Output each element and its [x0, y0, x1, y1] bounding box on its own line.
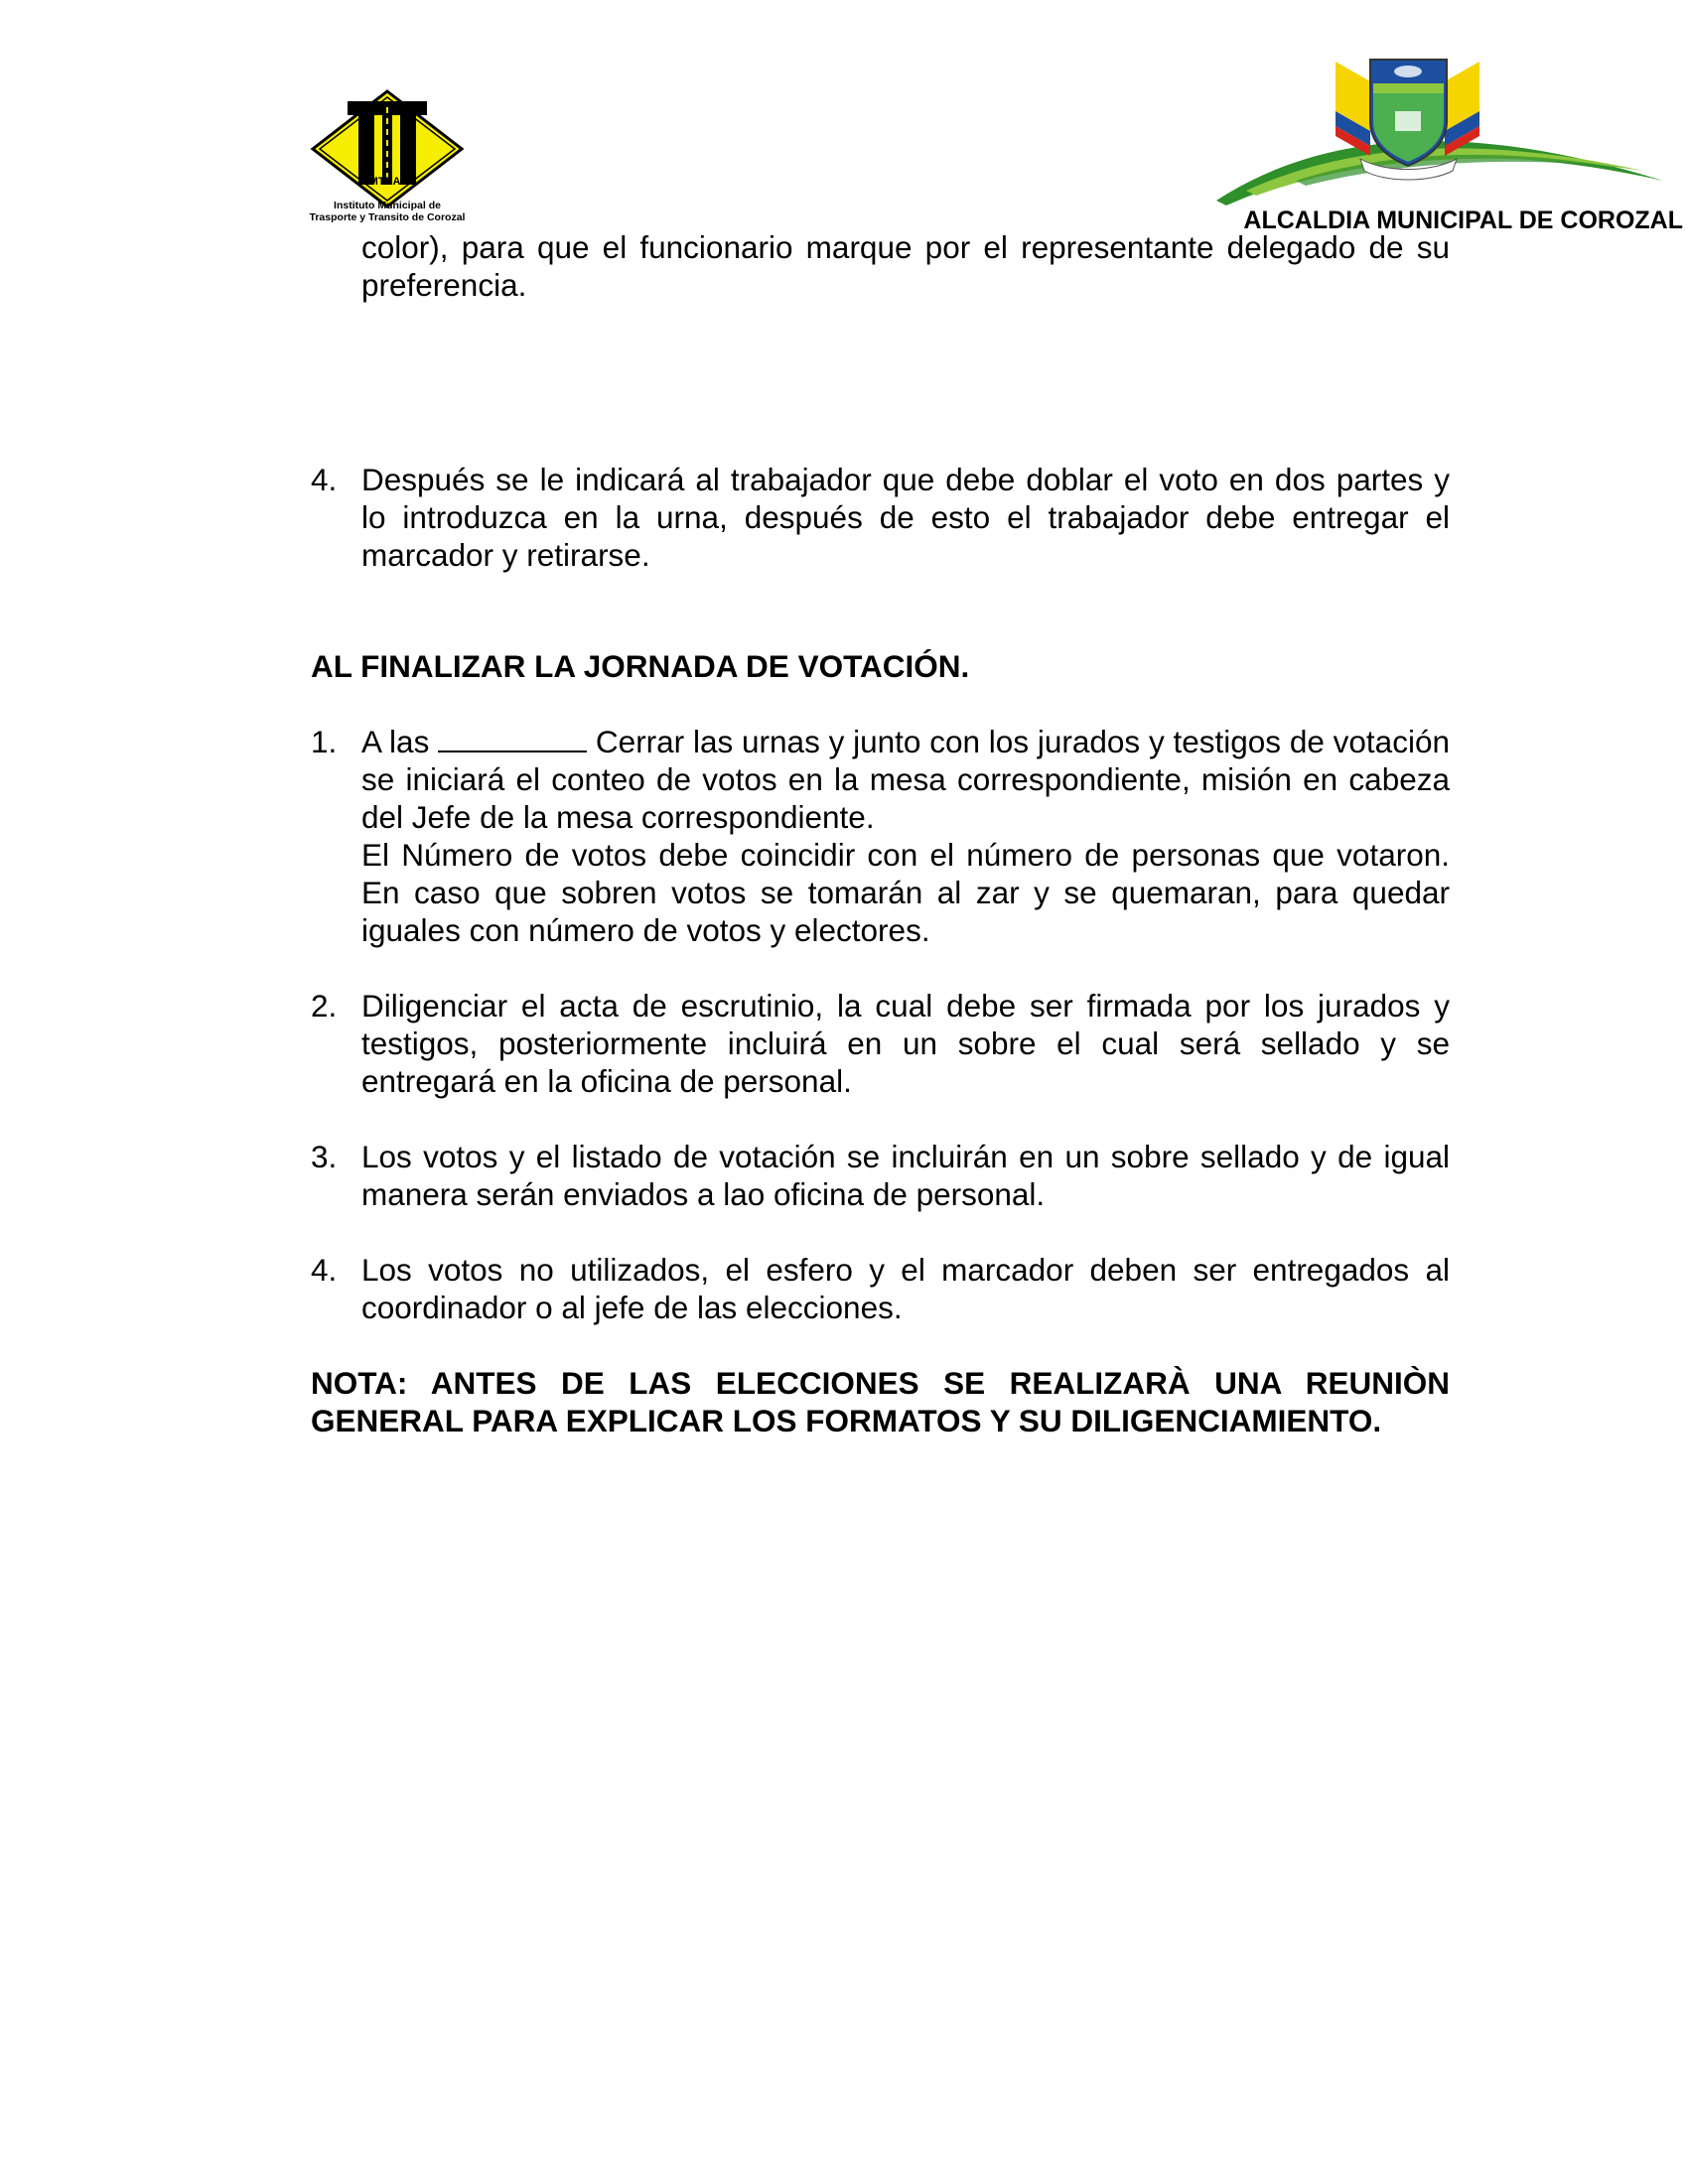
list-item-text: Cerrar las urnas y junto con los jurados y testigos de votación se iniciará el conteo de votos en la mesa correspondiente, misión en cabeza del Jefe de la mesa correspondiente. [361, 724, 1450, 835]
list-item [311, 987, 1450, 1106]
list-item [311, 723, 1450, 951]
imtrac-caption-line2: Trasporte y Transito de Corozal [309, 211, 466, 223]
list-item-number: 4. [311, 462, 338, 497]
imtrac-emblem-icon [303, 87, 516, 231]
section-heading: AL FINALIZAR LA JORNADA DE VOTACIÓN. [311, 648, 970, 684]
list-item-number: 3. [311, 1139, 338, 1174]
list-item-number: 4. [311, 1252, 338, 1288]
alcaldia-emblem-icon [1187, 42, 1683, 235]
nota-paragraph: NOTA: ANTES DE LAS ELECCIONES SE REALIZARÀ UNA REUNIÒN GENERAL PARA EXPLICAR LOS FORMATOS Y SU DILIGENCIAMIENTO. [311, 1365, 1450, 1438]
list-item [311, 1138, 1450, 1217]
list-item-text: Los votos no utilizados, el esfero y el marcador deben ser entregados al coordinador o al jefe de las elecciones. [361, 1252, 1450, 1325]
imtrac-caption-line1: Instituto Municipal de [334, 200, 441, 211]
list-item-text: Los votos y el listado de votación se incluirán en un sobre sellado y de igual manera serán enviados a lao oficina de personal. [361, 1139, 1450, 1212]
fill-in-blank [438, 727, 587, 752]
list-item-number: 1. [311, 724, 338, 759]
list-item [311, 1251, 1450, 1330]
list-item-text: El Número de votos debe coincidir con el número de personas que votaron. En caso que sobren votos se tomarán al zar y se quemaran, para quedar iguales con número de votos y electores. [361, 837, 1450, 948]
continuation-paragraph: color), para que el funcionario marque por el representante delegado de su preferencia. [361, 229, 1450, 303]
imtrac-acronym: IMTRAC [365, 176, 409, 188]
alcaldia-logo [1187, 42, 1683, 235]
list-item-number: 2. [311, 988, 338, 1024]
alcaldia-name: ALCALDIA MUNICIPAL DE COROZAL [1243, 206, 1683, 234]
list-item-text: Diligenciar el acta de escrutinio, la cual debe ser firmada por los jurados y testigos, posteriormente incluirá en un sobre el cual será sellado y se entregará en la oficina de personal. [361, 988, 1450, 1099]
imtrac-logo [303, 87, 516, 231]
list-item-text: Después se le indicará al trabajador que debe doblar el voto en dos partes y lo introduzca en la urna, después de esto el trabajador debe entregar el marcador y retirarse. [361, 462, 1450, 573]
list-item [311, 461, 1450, 580]
list-item-pre-blank: A las [361, 724, 430, 759]
